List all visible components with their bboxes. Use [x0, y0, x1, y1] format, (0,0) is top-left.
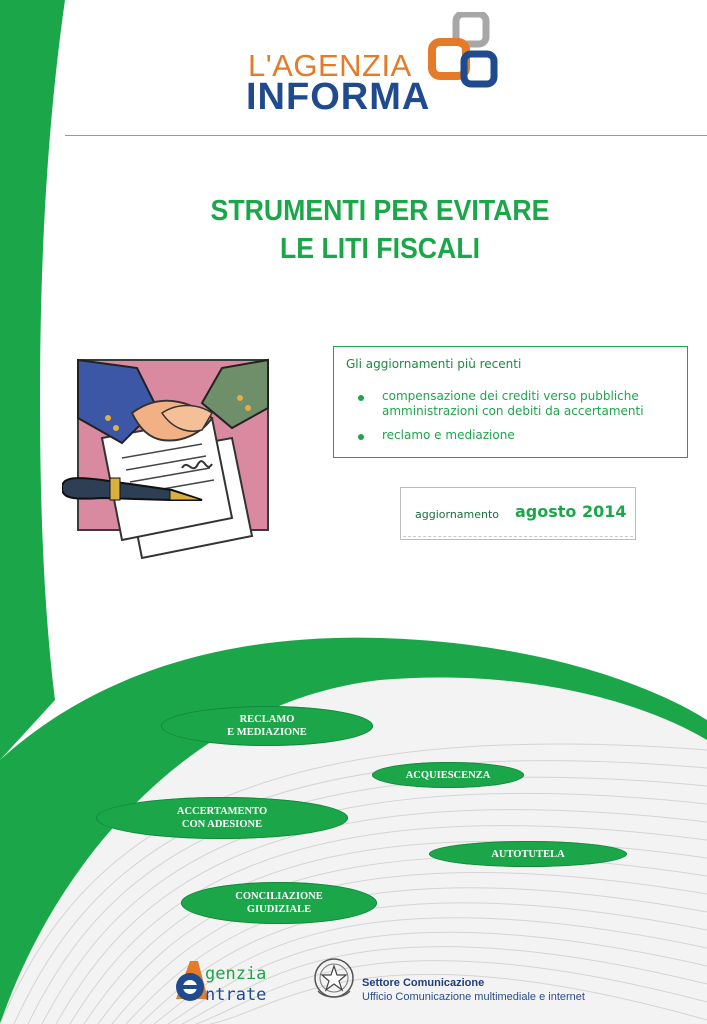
- topic-reclamo-mediazione[interactable]: RECLAMO E MEDIAZIONE: [161, 706, 373, 746]
- topic-accertamento-adesione[interactable]: ACCERTAMENTO CON ADESIONE: [96, 797, 348, 839]
- list-item: [344, 428, 684, 443]
- update-text: reclamo e mediazione: [382, 428, 515, 442]
- updates-list: [344, 389, 684, 452]
- updates-panel: [333, 346, 688, 458]
- list-item: [344, 389, 684, 419]
- topic-acquiescenza[interactable]: ACQUIESCENZA: [372, 762, 524, 788]
- update-date-value: agosto 2014: [515, 502, 627, 521]
- footer-sector: Settore Comunicazione: [362, 977, 485, 989]
- header-divider: [65, 135, 707, 136]
- agency-name-line1: genzia: [205, 964, 267, 984]
- republic-emblem-icon: [312, 955, 356, 1001]
- page-title: [141, 192, 619, 268]
- agency-name-line2: ntrate: [205, 985, 267, 1005]
- update-date-box: [400, 487, 636, 540]
- title-line2: LE LITI FISCALI: [279, 233, 481, 265]
- logo-text-line2: INFORMA: [246, 76, 431, 118]
- topic-autotutela[interactable]: AUTOTUTELA: [429, 841, 627, 867]
- logo-mark-icon: [424, 12, 504, 104]
- update-date-label: aggiornamento: [415, 508, 500, 521]
- left-green-band: [0, 0, 65, 760]
- bullet-icon: [358, 395, 364, 401]
- updates-heading: Gli aggiornamenti più recenti: [346, 357, 522, 371]
- topic-conciliazione-giudiziale[interactable]: CONCILIAZIONE GIUDIZIALE: [181, 882, 377, 924]
- handshake-contract-illustration: [62, 358, 270, 562]
- update-text: compensazione dei crediti verso pubbliche amministrazioni con debiti da accertamenti: [382, 389, 644, 418]
- bullet-icon: [358, 434, 364, 440]
- logo-text-line1: L'AGENZIA: [248, 48, 412, 83]
- title-line1: STRUMENTI PER EVITARE: [210, 195, 550, 227]
- footer-office: Ufficio Comunicazione multimediale e internet: [362, 991, 585, 1003]
